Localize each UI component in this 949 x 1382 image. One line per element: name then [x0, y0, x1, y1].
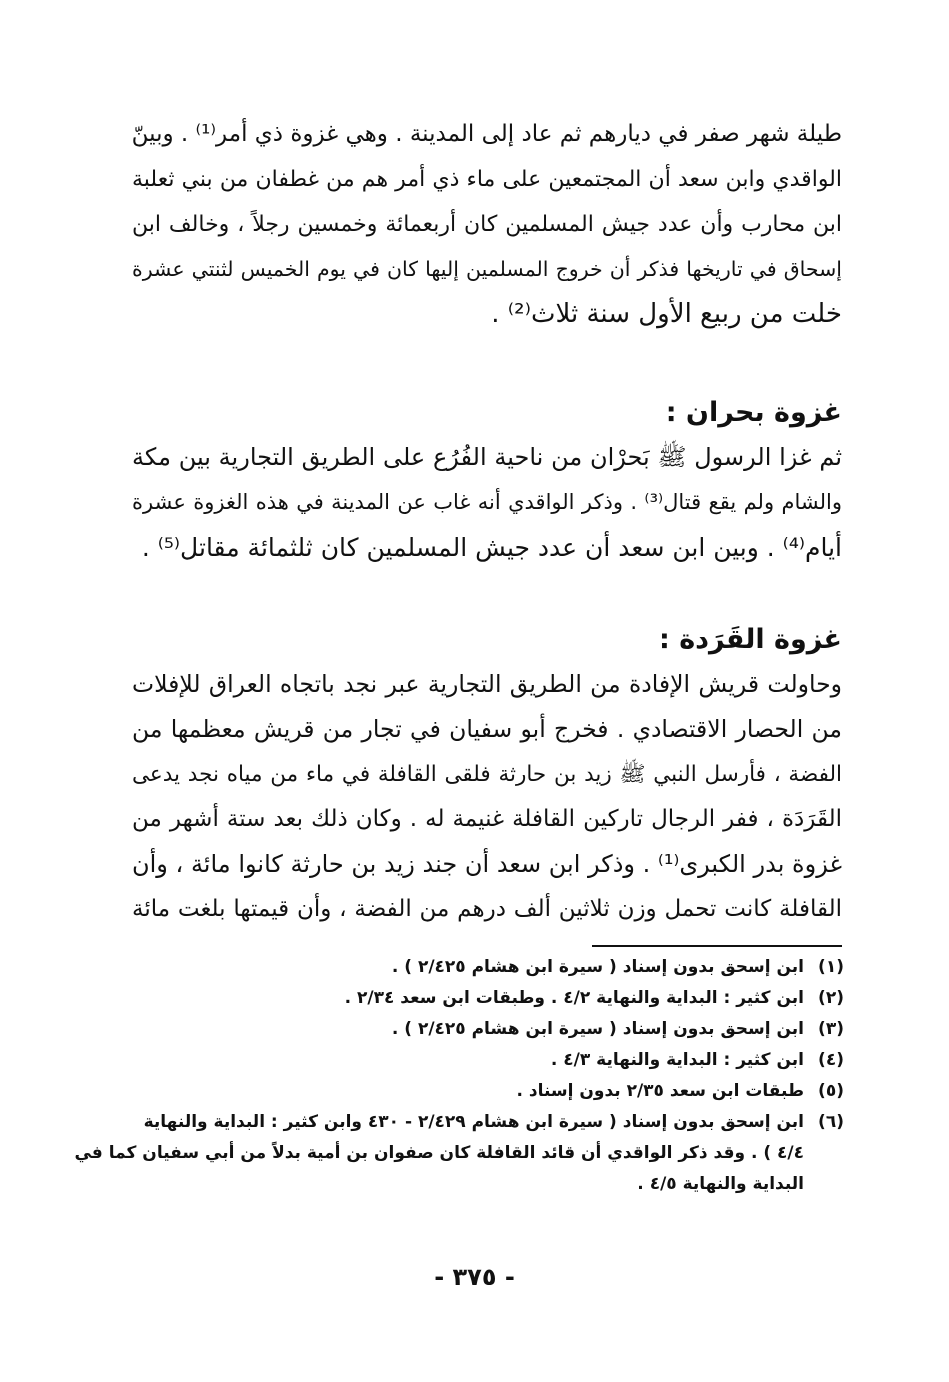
footnote-item: [132, 1045, 844, 1076]
footnote-number: (١): [818, 957, 844, 977]
paragraph-intro: [132, 112, 842, 337]
text-line: إسحاق في تاريخها فذكر أن خروج المسلمين إليها كان في يوم الخميس لثنتي عشرة: [132, 257, 842, 281]
footnote-text: ابن إسحق بدون إسناد ( سيرة ابن هشام ٢/٤٢٥ ) .: [391, 1019, 804, 1039]
footnote-number: (٢): [818, 988, 844, 1008]
footnote-item: [132, 1014, 844, 1045]
footnote-item: [132, 952, 844, 983]
text-line: من الحصار الاقتصادي . فخرج أبو سفيان في تجار من قريش معظمها من: [132, 715, 842, 743]
paragraph-bahran: [132, 435, 842, 570]
text-line: خلت من ربيع الأول سنة ثلاث⁽²⁾ .: [491, 299, 842, 329]
paragraph-qarada: [132, 662, 842, 932]
footnote-item: [132, 983, 844, 1014]
text-line: وحاولت قريش الإفادة من الطريق التجارية عبر نجد باتجاه العراق للإفلات: [132, 670, 842, 698]
page-number: - ٣٧٥ -: [434, 1263, 515, 1291]
text-line: والشام ولم يقع قتال⁽³⁾ . وذكر الواقدي أنه غاب عن المدينة في هذه الغزوة عشرة: [132, 490, 842, 514]
footnote-separator: [592, 945, 842, 947]
text-line: ابن محارب وأن عدد جيش المسلمين كان أربعمائة وخمسين رجلاً ، وخالف ابن: [132, 212, 842, 237]
footnote-number: (٣): [818, 1019, 844, 1039]
text-line: أيام⁽⁴⁾ . وبين ابن سعد أن عدد جيش المسلمين كان ثلثمائة مقاتل⁽⁵⁾ .: [141, 533, 842, 562]
footnote-number: (٥): [818, 1081, 844, 1101]
footnote-text: ابن إسحق بدون إسناد ( سيرة ابن هشام ٢/٤٢٥ ) .: [391, 957, 804, 977]
text-line: ثم غزا الرسول ﷺ بَحرْان من ناحية الفُرُع على الطريق التجارية بين مكة: [132, 443, 842, 471]
footnote-text: [74, 1107, 804, 1200]
text-line: الواقدي وابن سعد أن المجتمعين على ماء ذي أمر هم من غطفان من بني ثعلبة: [132, 167, 842, 192]
footnote-text-line: البداية والنهاية ٤/٥ .: [637, 1174, 804, 1194]
text-line: غزوة بدر الكبرى⁽¹⁾ . وذكر ابن سعد أن جند زيد بن حارثة كانوا مائة ، وأن: [132, 850, 842, 878]
footnote-text-line: ٤/٤ ) . وقد ذكر الواقدي أن قائد القافلة كان صفوان بن أمية بدلاً من أبي سفيان كما في: [74, 1143, 804, 1163]
text-line: الفضة ، فأرسل النبي ﷺ زيد بن حارثة فلقى القافلة في ماء من مياه نجد يدعى: [132, 762, 842, 787]
footnote-item: [132, 1076, 844, 1107]
footnote-number: (٤): [818, 1050, 844, 1070]
section-heading-bahran: غزوة بحران :: [665, 397, 842, 428]
text-line: القَرَدَة ، ففر الرجال تاركين القافلة غنيمة له . وكان ذلك بعد ستة أشهر من: [132, 806, 842, 832]
text-line: طيلة شهر صفر في ديارهم ثم عاد إلى المدينة . وهي غزوة ذي أمر⁽¹⁾ . وبينّ: [131, 121, 842, 147]
footnote-item: [74, 1107, 844, 1200]
text-line: القافلة كانت تحمل وزن ثلاثين ألف درهم من الفضة ، وأن قيمتها بلغت مائة: [132, 896, 842, 922]
footnote-text: طبقات ابن سعد ٢/٣٥ بدون إسناد .: [516, 1081, 804, 1101]
footnote-number: (٦): [818, 1112, 844, 1132]
footnote-text-line: ابن إسحق بدون إسناد ( سيرة ابن هشام ٢/٤٢٩ - ٤٣٠ وابن كثير : البداية والنهاية: [143, 1112, 804, 1132]
section-heading-qarada: غزوة القَرَدة :: [659, 624, 842, 655]
footnotes: [74, 952, 844, 1200]
footnote-text: ابن كثير : البداية والنهاية ٤/٢ . وطبقات ابن سعد ٢/٣٤ .: [344, 988, 804, 1008]
footnote-text: ابن كثير : البداية والنهاية ٤/٣ .: [550, 1050, 804, 1070]
